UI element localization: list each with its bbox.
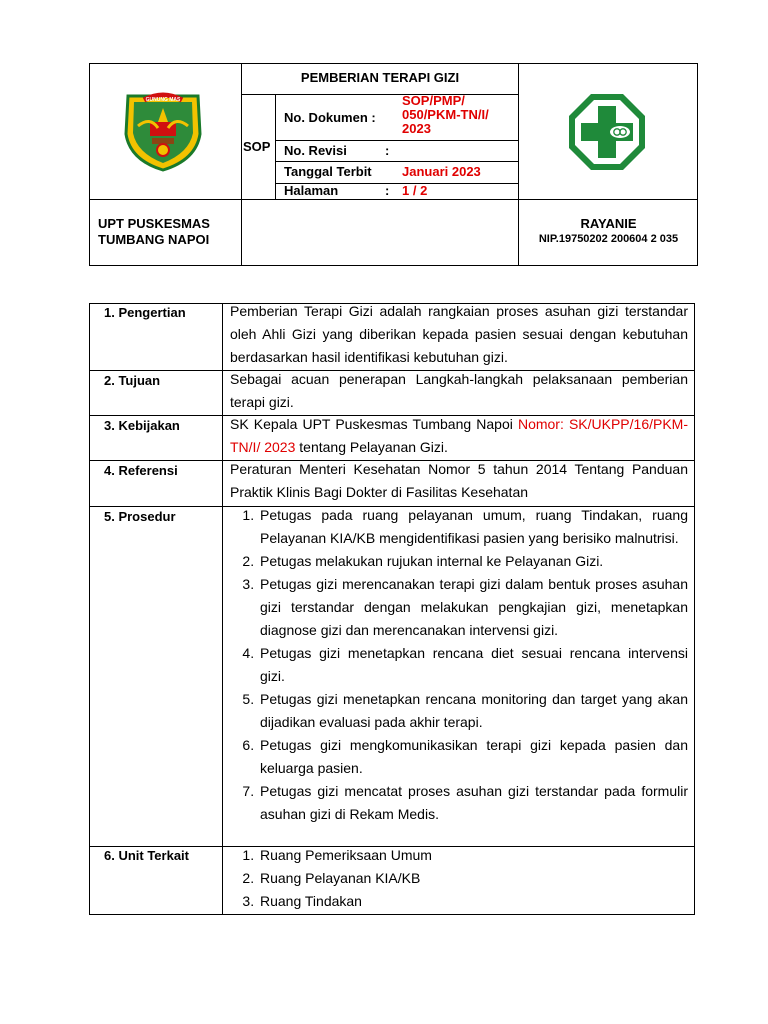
label-kebijakan: 3. Kebijakan xyxy=(104,418,180,433)
list-item: 7. Petugas gizi mencatat proses asuhan gizi terstandar pada formulir asuhan gizi di Rekam Medis. xyxy=(258,780,688,826)
halaman-label: Halaman xyxy=(284,183,339,198)
regency-emblem xyxy=(122,86,204,172)
list-item: 1. Ruang Pemeriksaan Umum xyxy=(258,844,688,867)
label-prosedur: 5. Prosedur xyxy=(104,509,176,524)
org-line-1: UPT PUSKESMAS xyxy=(98,216,210,231)
shield-icon xyxy=(122,86,204,172)
prosedur-list-wrap xyxy=(230,504,688,826)
document-title: PEMBERIAN TERAPI GIZI xyxy=(300,70,460,85)
halaman-colon: : xyxy=(385,183,390,198)
text-kebijakan xyxy=(230,413,688,459)
unit-list-wrap xyxy=(230,844,688,913)
org-line-2: TUMBANG NAPOI xyxy=(98,232,210,247)
list-item: 5. Petugas gizi menetapkan rencana monitoring dan target yang akan dijadikan evaluasi pada akhir terapi. xyxy=(258,688,688,734)
terbit-value: Januari 2023 xyxy=(402,164,481,179)
list-item: 4. Petugas gizi menetapkan rencana diet sesuai rencana intervensi gizi. xyxy=(258,642,688,688)
list-item: 2. Petugas melakukan rujukan internal ke Pelayanan Gizi. xyxy=(258,550,688,573)
revisi-colon: : xyxy=(385,143,390,158)
label-unit-terkait: 6. Unit Terkait xyxy=(104,848,190,863)
signer-nip: NIP.19750202 200604 2 035 xyxy=(538,233,679,245)
list-item: 2. Ruang Pelayanan KIA/KB xyxy=(258,867,688,890)
signer-name: RAYANIE xyxy=(580,216,637,231)
label-pengertian: 1. Pengertian xyxy=(104,305,186,320)
kebijakan-sk-number: Nomor: SK/UKPP/16/PKM-TN/I/ 2023 xyxy=(230,416,688,455)
label-tujuan: 2. Tujuan xyxy=(104,373,161,388)
doc-no-value: SOP/PMP/ 050/PKM-TN/I/ 2023 xyxy=(402,93,489,136)
text-tujuan: Sebagai acuan penerapan Langkah-langkah pelaksanaan pemberian terapi gizi. xyxy=(230,371,688,410)
kebijakan-text-post: tentang Pelayanan Gizi. xyxy=(295,439,448,455)
text-referensi: Peraturan Menteri Kesehatan Nomor 5 tahun 2014 Tentang Panduan Praktik Klinis Bagi Dokter di Fasilitas Kesehatan xyxy=(230,461,688,500)
list-item: 3. Ruang Tindakan xyxy=(258,890,688,913)
health-logo xyxy=(567,92,647,172)
halaman-value: 1 / 2 xyxy=(402,183,428,198)
sop-label: SOP xyxy=(243,139,271,154)
list-item: 1. Petugas pada ruang pelayanan umum, ruang Tindakan, ruang Pelayanan KIA/KB mengidentifikasi pasien yang berisiko malnutrisi. xyxy=(258,504,688,550)
kebijakan-text-pre: SK Kepala UPT Puskesmas Tumbang Napoi xyxy=(230,416,518,432)
terbit-label: Tanggal Terbit xyxy=(284,164,372,179)
revisi-label: No. Revisi xyxy=(284,143,347,158)
label-referensi: 4. Referensi xyxy=(104,463,178,478)
text-pengertian: Pemberian Terapi Gizi adalah rangkaian proses asuhan gizi terstandar oleh Ahli Gizi yang diberikan kepada pasien sesuai dengan kebutuhan berdasarkan hasil identifikasi kebutuhan gizi. xyxy=(230,303,688,365)
list-item: 3. Petugas gizi merencanakan terapi gizi dalam bentuk proses asuhan gizi terstandar dengan melakukan pengkajian gizi, menetapkan diagnose gizi dan merencanakan intervensi gizi. xyxy=(258,573,688,642)
unit-list xyxy=(230,844,688,913)
emblem-text: GUNUNG MAS xyxy=(145,97,181,103)
list-item: 6. Petugas gizi mengkomunikasikan terapi gizi kepada pasien dan keluarga pasien. xyxy=(258,734,688,780)
org-name xyxy=(98,216,210,248)
health-cross-icon xyxy=(567,92,647,172)
prosedur-list xyxy=(230,504,688,826)
doc-no-label: No. Dokumen : xyxy=(284,110,376,125)
